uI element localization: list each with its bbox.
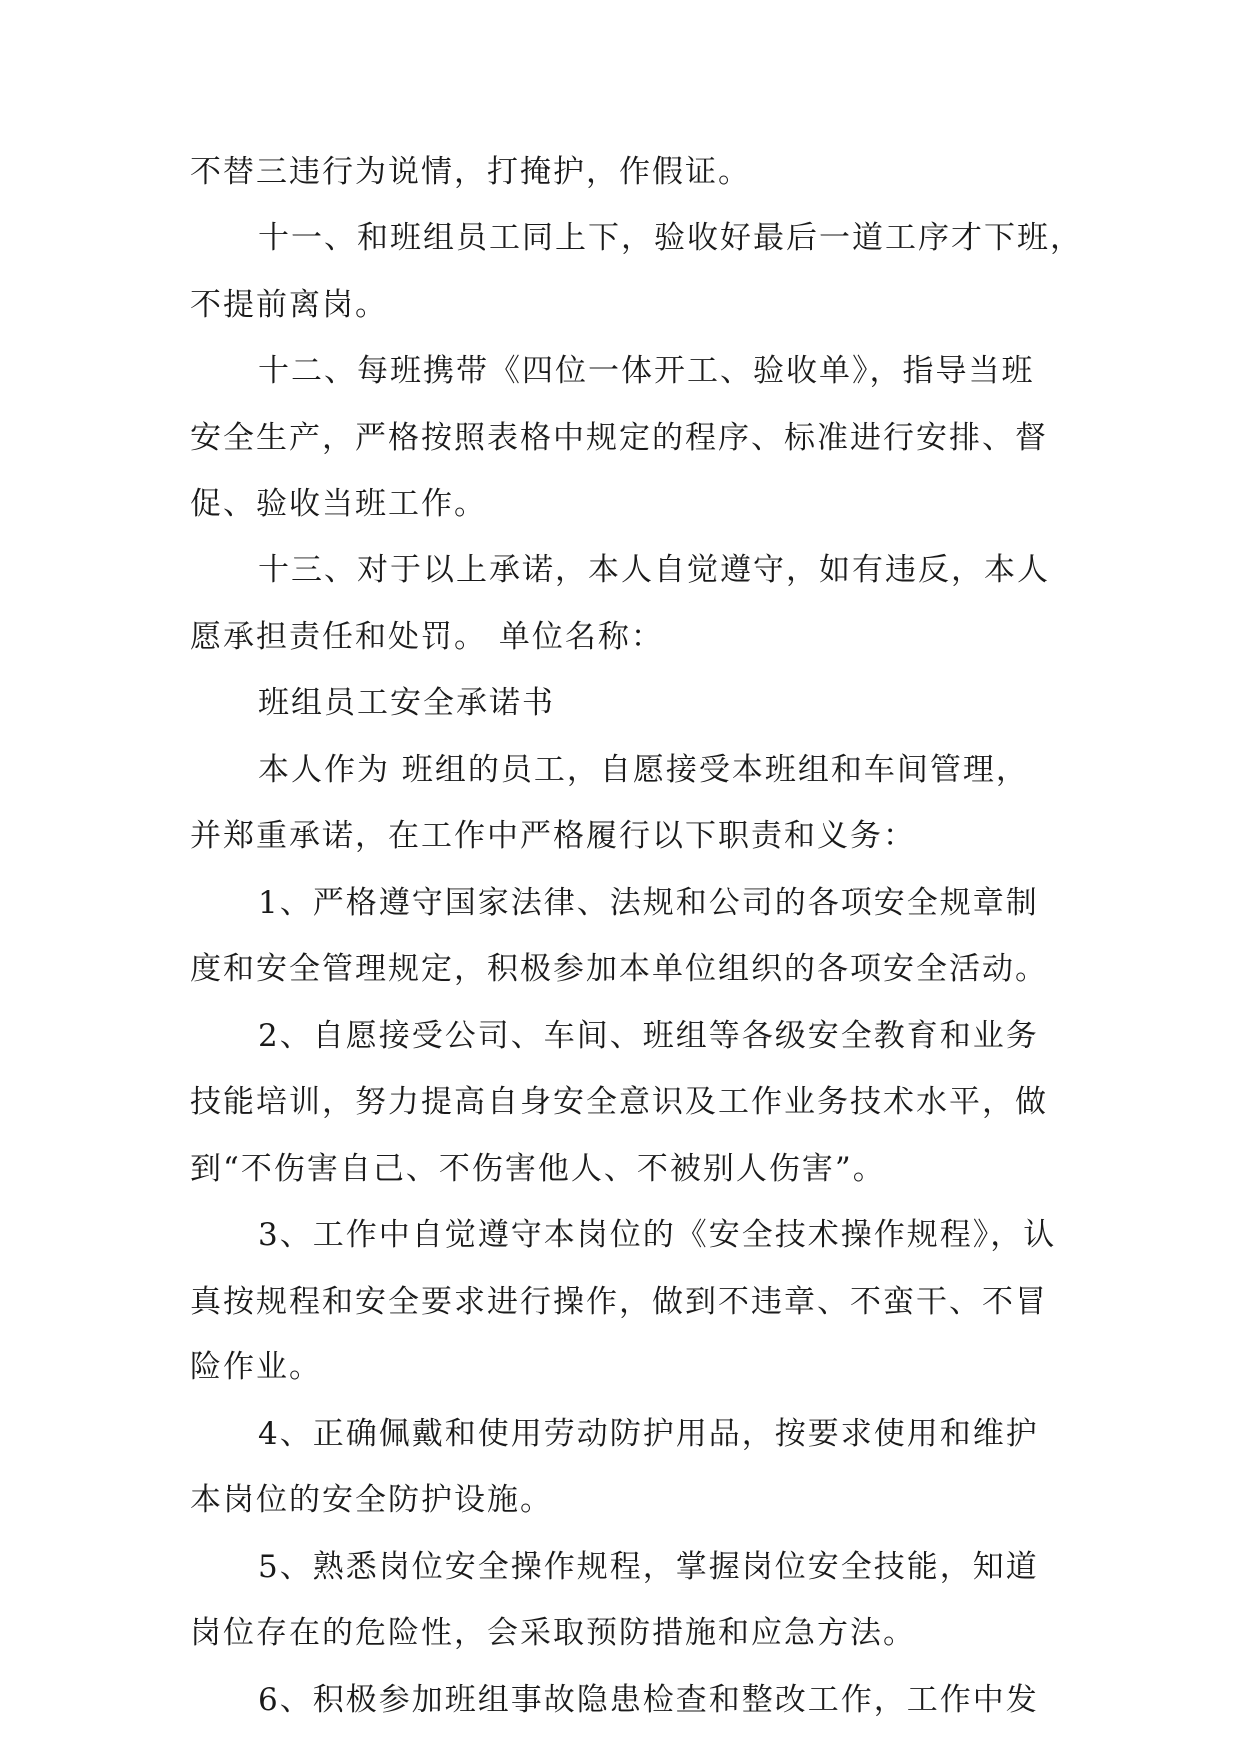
text-line: 本人作为 班组的员工，自愿接受本班组和车间管理， bbox=[258, 752, 1029, 788]
text-line: 4、正确佩戴和使用劳动防护用品，按要求使用和维护 bbox=[258, 1416, 1039, 1452]
text-line: 岗位存在的危险性，会采取预防措施和应急方法。 bbox=[190, 1615, 916, 1651]
text-line: 度和安全管理规定，积极参加本单位组织的各项安全活动。 bbox=[190, 951, 1048, 987]
text-line: 本岗位的安全防护设施。 bbox=[190, 1482, 553, 1518]
text-line: 真按规程和安全要求进行操作，做到不违章、不蛮干、不冒 bbox=[190, 1284, 1048, 1320]
text-line: 十二、每班携带《四位一体开工、验收单》，指导当班 bbox=[258, 353, 1035, 389]
text-line: 险作业。 bbox=[190, 1349, 322, 1385]
text-line: 十一、和班组员工同上下，验收好最后一道工序才下班， bbox=[258, 220, 1083, 256]
section-title: 班组员工安全承诺书 bbox=[258, 685, 555, 721]
text-line: 十三、对于以上承诺，本人自觉遵守，如有违反，本人 bbox=[258, 552, 1050, 588]
text-line: 愿承担责任和处罚。 单位名称： bbox=[190, 619, 664, 655]
text-line: 安全生产，严格按照表格中规定的程序、标准进行安排、督 bbox=[190, 420, 1048, 456]
text-line: 不替三违行为说情，打掩护，作假证。 bbox=[190, 154, 751, 190]
text-line: 1、严格遵守国家法律、法规和公司的各项安全规章制 bbox=[258, 885, 1039, 921]
text-line: 到“不伤害自己、不伤害他人、不被别人伤害”。 bbox=[190, 1151, 886, 1187]
text-line: 3、工作中自觉遵守本岗位的《安全技术操作规程》，认 bbox=[258, 1217, 1057, 1253]
text-line: 技能培训，努力提高自身安全意识及工作业务技术水平，做 bbox=[190, 1084, 1048, 1120]
text-line: 并郑重承诺，在工作中严格履行以下职责和义务： bbox=[190, 818, 916, 854]
text-line: 2、自愿接受公司、车间、班组等各级安全教育和业务 bbox=[258, 1018, 1039, 1054]
text-line: 6、积极参加班组事故隐患检查和整改工作，工作中发 bbox=[258, 1682, 1039, 1718]
text-line: 促、验收当班工作。 bbox=[190, 486, 487, 522]
text-line: 不提前离岗。 bbox=[190, 287, 388, 323]
text-line: 5、熟悉岗位安全操作规程，掌握岗位安全技能，知道 bbox=[258, 1549, 1039, 1585]
